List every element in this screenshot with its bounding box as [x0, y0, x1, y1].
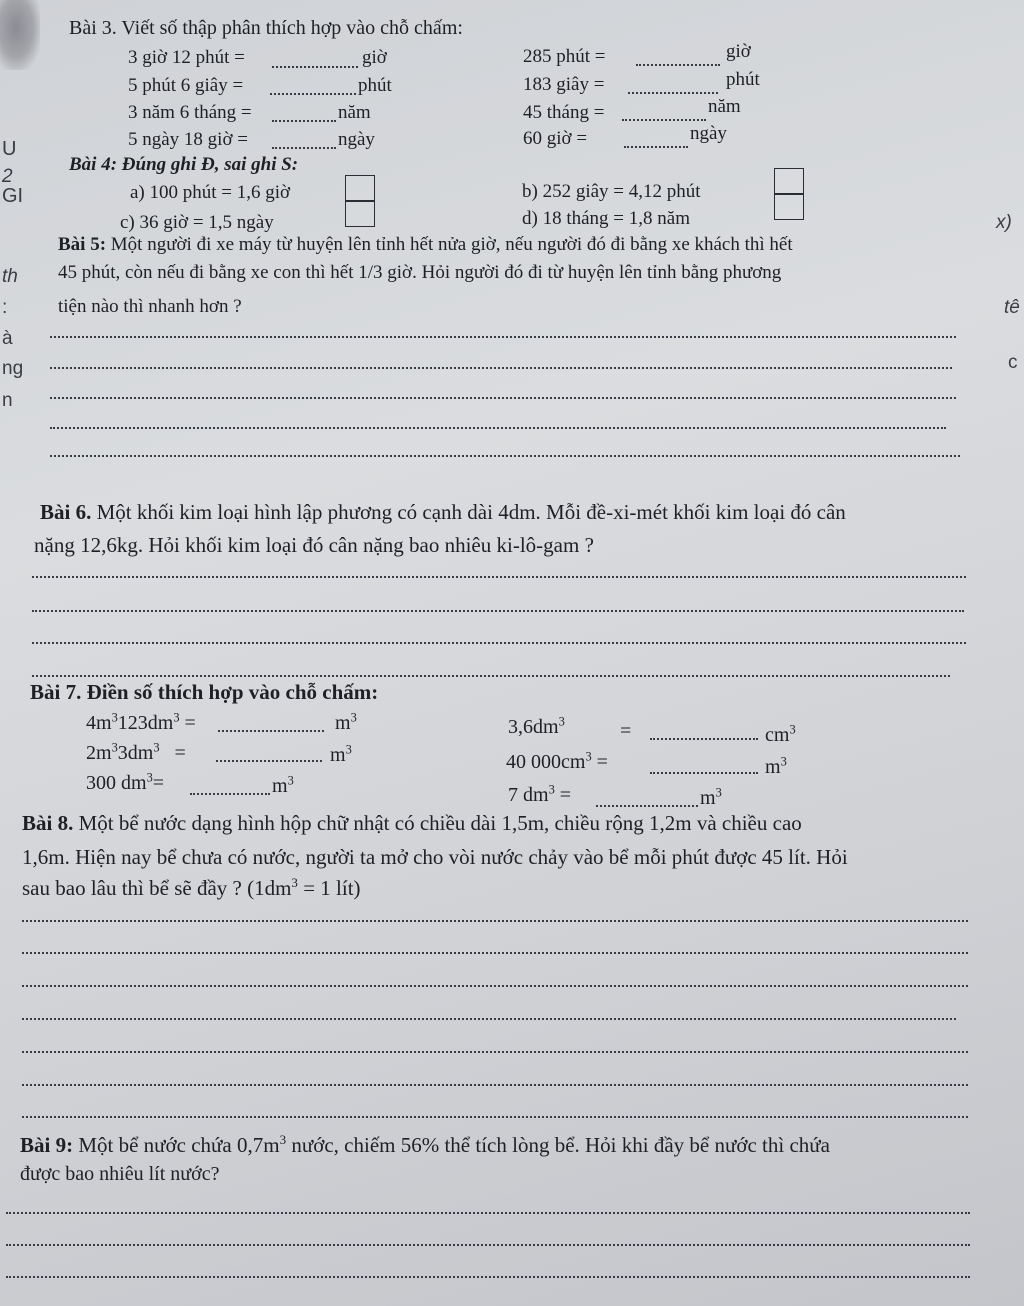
- exercise-7-equals: =: [620, 720, 632, 742]
- true-false-box[interactable]: [345, 175, 375, 201]
- answer-line[interactable]: [50, 367, 952, 369]
- exercise-7-expression: $4m^3123dm^3$ =: [86, 710, 196, 734]
- exercise-6-line: nặng 12,6kg. Hỏi khối kim loại đó cân nặng bao nhiêu ki-lô-gam ?: [34, 533, 594, 557]
- exercise-7-unit: $m^3$: [272, 773, 294, 797]
- exercise-8-label: Bài 8.: [22, 811, 74, 835]
- exercise-4-statement: a) 100 phút = 1,6 giờ: [130, 182, 291, 203]
- exercise-3-unit: ngày: [338, 129, 375, 150]
- margin-fragment: GI: [2, 185, 24, 207]
- exercise-6-text: Một khối kim loại hình lập phương có cạnh dài 4dm. Mỗi đề-xi-mét khối kim loại đó cân: [91, 500, 846, 524]
- margin-fragment: à: [2, 328, 13, 349]
- exercise-3-question: 183 giây =: [523, 74, 605, 95]
- answer-blank[interactable]: [650, 738, 758, 740]
- answer-blank[interactable]: [636, 64, 720, 66]
- exercise-8-line: 1,6m. Hiện nay bể chưa có nước, người ta mở cho vòi nước chảy vào bể mỗi phút được 45 lít. Hỏi: [22, 845, 848, 869]
- exercise-3-unit: phút: [358, 75, 392, 96]
- margin-fragment: c: [1008, 352, 1018, 373]
- answer-line[interactable]: [22, 920, 968, 922]
- exercise-7-expression: 7 $dm^3$ =: [508, 782, 572, 806]
- exercise-5-line: [58, 234, 793, 256]
- exercise-7-unit: $m^3$: [330, 742, 352, 766]
- exercise-9-line: Bài 9: Một bể nước chứa $0,7m^3$ nước, chiếm 56% thể tích lòng bể. Hỏi khi đầy bể nước thì chứa: [20, 1132, 830, 1157]
- answer-line[interactable]: [6, 1244, 970, 1246]
- exercise-7-unit: $cm^3$: [765, 722, 796, 746]
- answer-blank[interactable]: [628, 92, 718, 94]
- answer-line[interactable]: [22, 1018, 956, 1020]
- margin-fragment: n: [2, 390, 13, 411]
- answer-blank[interactable]: [190, 793, 270, 795]
- exercise-3-question: 60 giờ =: [523, 128, 588, 149]
- answer-blank[interactable]: [650, 772, 758, 774]
- margin-fragment: :: [2, 297, 8, 318]
- exercise-5-label: Bài 5:: [58, 234, 107, 255]
- answer-blank[interactable]: [596, 805, 698, 807]
- margin-fragment: U: [2, 138, 17, 160]
- answer-line[interactable]: [6, 1212, 970, 1214]
- exercise-7-expression: $3,6dm^3$: [508, 714, 565, 738]
- answer-line[interactable]: [22, 952, 968, 954]
- answer-line[interactable]: [22, 1116, 968, 1118]
- answer-line[interactable]: [32, 610, 964, 612]
- exercise-5-line: tiện nào thì nhanh hơn ?: [58, 296, 242, 317]
- exercise-4-title: Bài 4: Đúng ghi Đ, sai ghi S:: [69, 154, 299, 175]
- exercise-3-unit: năm: [338, 102, 371, 123]
- answer-blank[interactable]: [272, 147, 336, 149]
- exercise-3-question: 3 giờ 12 phút =: [128, 47, 245, 68]
- exercise-3-question: 5 phút 6 giây =: [128, 75, 244, 96]
- exercise-7-unit: $m^3$: [765, 754, 787, 778]
- exercise-3-unit: năm: [708, 96, 741, 117]
- answer-blank[interactable]: [218, 730, 324, 732]
- answer-line[interactable]: [32, 576, 966, 578]
- margin-fragment: ng: [2, 358, 24, 379]
- answer-line[interactable]: [50, 397, 956, 399]
- answer-line[interactable]: [32, 675, 950, 677]
- exercise-8-line: sau bao lâu thì bể sẽ đầy ? ($1dm^3 = 1$ lít): [22, 875, 361, 900]
- exercise-8-line: [22, 811, 802, 836]
- margin-fragment: tê: [1004, 297, 1020, 318]
- answer-blank[interactable]: [624, 146, 688, 148]
- answer-line[interactable]: [50, 455, 960, 457]
- answer-blank[interactable]: [622, 119, 706, 121]
- true-false-box[interactable]: [345, 201, 375, 227]
- exercise-3-unit: phút: [726, 69, 760, 90]
- true-false-box[interactable]: [774, 168, 804, 194]
- exercise-7-unit: $m^3$: [335, 710, 357, 734]
- margin-fragment: x): [996, 212, 1012, 233]
- exercise-3-unit: giờ: [726, 41, 751, 62]
- answer-blank[interactable]: [216, 760, 322, 762]
- exercise-3-title: Bài 3. Viết số thập phân thích hợp vào chỗ chấm:: [69, 17, 463, 39]
- answer-line[interactable]: [32, 642, 966, 644]
- answer-line[interactable]: [22, 1084, 968, 1086]
- exercise-7-expression: 40 $000cm^3$ =: [506, 749, 608, 773]
- margin-fragment: th: [2, 266, 18, 287]
- exercise-4-statement: c) 36 giờ = 1,5 ngày: [120, 212, 274, 233]
- answer-line[interactable]: [22, 1051, 968, 1053]
- exercise-9-line: được bao nhiêu lít nước?: [20, 1163, 220, 1185]
- exercise-5-text: Một người đi xe máy từ huyện lên tỉnh hết nửa giờ, nếu người đó đi bằng xe khách thì hết: [106, 234, 793, 255]
- exercise-6-label: Bài 6.: [40, 500, 92, 524]
- exercise-4-statement: d) 18 tháng = 1,8 năm: [522, 208, 690, 229]
- exercise-8-text: Một bể nước dạng hình hộp chữ nhật có chiều dài 1,5m, chiều rộng 1,2m và chiều cao: [73, 811, 802, 835]
- exercise-5-line: 45 phút, còn nếu đi bằng xe con thì hết 1/3 giờ. Hỏi người đó đi từ huyện lên tỉnh bằng phương: [58, 262, 782, 283]
- margin-fragment: 2: [2, 166, 13, 187]
- page-corner-shadow: [0, 0, 40, 70]
- answer-line[interactable]: [50, 427, 946, 429]
- exercise-9-label: Bài 9:: [20, 1133, 74, 1157]
- true-false-box[interactable]: [774, 194, 804, 220]
- answer-line[interactable]: [22, 985, 968, 987]
- exercise-7-title: Bài 7. Điền số thích hợp vào chỗ chấm:: [30, 680, 379, 704]
- exercise-3-unit: ngày: [690, 123, 727, 144]
- exercise-3-question: 3 năm 6 tháng =: [128, 102, 252, 123]
- exercise-7-expression: 300 $dm^3=$: [86, 770, 165, 794]
- answer-blank[interactable]: [272, 66, 358, 68]
- exercise-7-expression: $2m^33dm^3$ =: [86, 740, 186, 764]
- answer-line[interactable]: [6, 1276, 970, 1278]
- exercise-3-question: 5 ngày 18 giờ =: [128, 129, 248, 150]
- answer-blank[interactable]: [270, 93, 356, 95]
- exercise-3-question: 285 phút =: [523, 46, 606, 67]
- exercise-3-question: 45 tháng =: [523, 102, 605, 123]
- exercise-7-unit: $m^3$: [700, 785, 722, 809]
- answer-line[interactable]: [50, 336, 956, 338]
- exercise-3-unit: giờ: [362, 47, 387, 68]
- answer-blank[interactable]: [272, 120, 336, 122]
- exercise-6-line: [40, 500, 846, 525]
- exercise-4-statement: b) 252 giây = 4,12 phút: [522, 181, 701, 202]
